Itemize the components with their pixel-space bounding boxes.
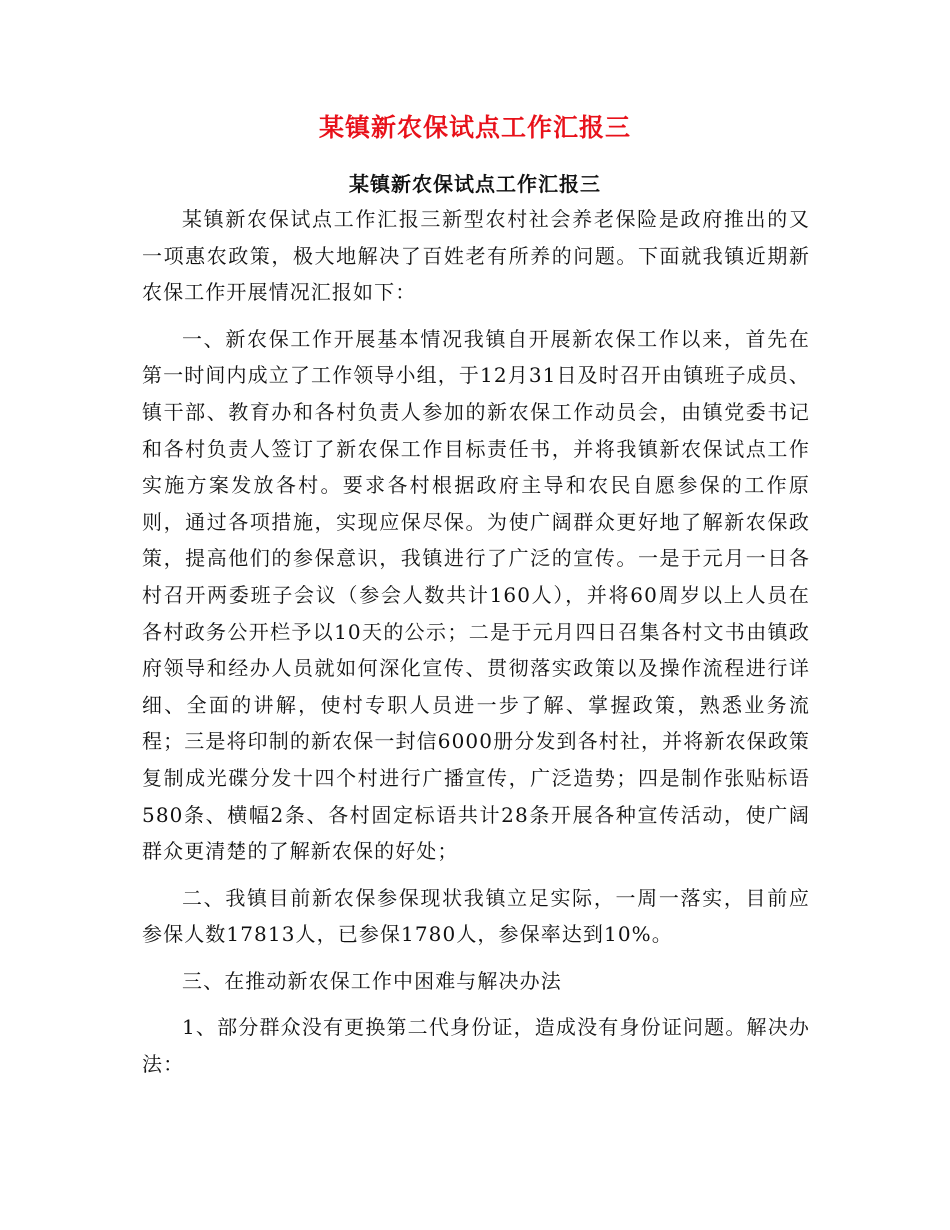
- document-body: [142, 201, 810, 1093]
- paragraph-section-1: 一、新农保工作开展基本情况我镇自开展新农保工作以来，首先在第一时间内成立了工作领导小组，于12月31日及时召开由镇班子成员、镇干部、教育办和各村负责人参加的新农保工作动员会，由镇党委书记和各村负责人签订了新农保工作目标责任书，并将我镇新农保试点工作实施方案发放各村。要求各村根据政府主导和农民自愿参保的工作原则，通过各项措施，实现应保尽保。为使广阔群众更好地了解新农保政策，提高他们的参保意识，我镇进行了广泛的宣传。一是于元月一日各村召开两委班子会议（参会人数共计160人），并将60周岁以上人员在各村政务公开栏予以10天的公示；二是于元月四日召集各村文书由镇政府领导和经办人员就如何深化宣传、贯彻落实政策以及操作流程进行详细、全面的讲解，使村专职人员进一步了解、掌握政策，熟悉业务流程；三是将印制的新农保一封信6000册分发到各村社，并将新农保政策复制成光碟分发十四个村进行广播宣传，广泛造势；四是制作张贴标语580条、横幅2条、各村固定标语共计28条开展各种宣传活动，使广阔群众更清楚的了解新农保的好处；: [142, 326, 810, 864]
- document-subtitle: 某镇新农保试点工作汇报三: [349, 172, 601, 196]
- paragraph-section-2: 二、我镇目前新农保参保现状我镇立足实际，一周一落实，目前应参保人数17813人，已参保1780人，参保率达到10%。: [142, 885, 810, 947]
- paragraph-section-3-heading: 三、在推动新农保工作中困难与解决办法: [182, 968, 562, 993]
- paragraph-intro: 某镇新农保试点工作汇报三新型农村社会养老保险是政府推出的又一项惠农政策，极大地解决了百姓老有所养的问题。下面就我镇近期新农保工作开展情况汇报如下：: [142, 207, 810, 305]
- paragraph-item-1: 1、部分群众没有更换第二代身份证，造成没有身份证问题。解决办法：: [142, 1015, 810, 1077]
- document-title: 某镇新农保试点工作汇报三: [318, 113, 631, 142]
